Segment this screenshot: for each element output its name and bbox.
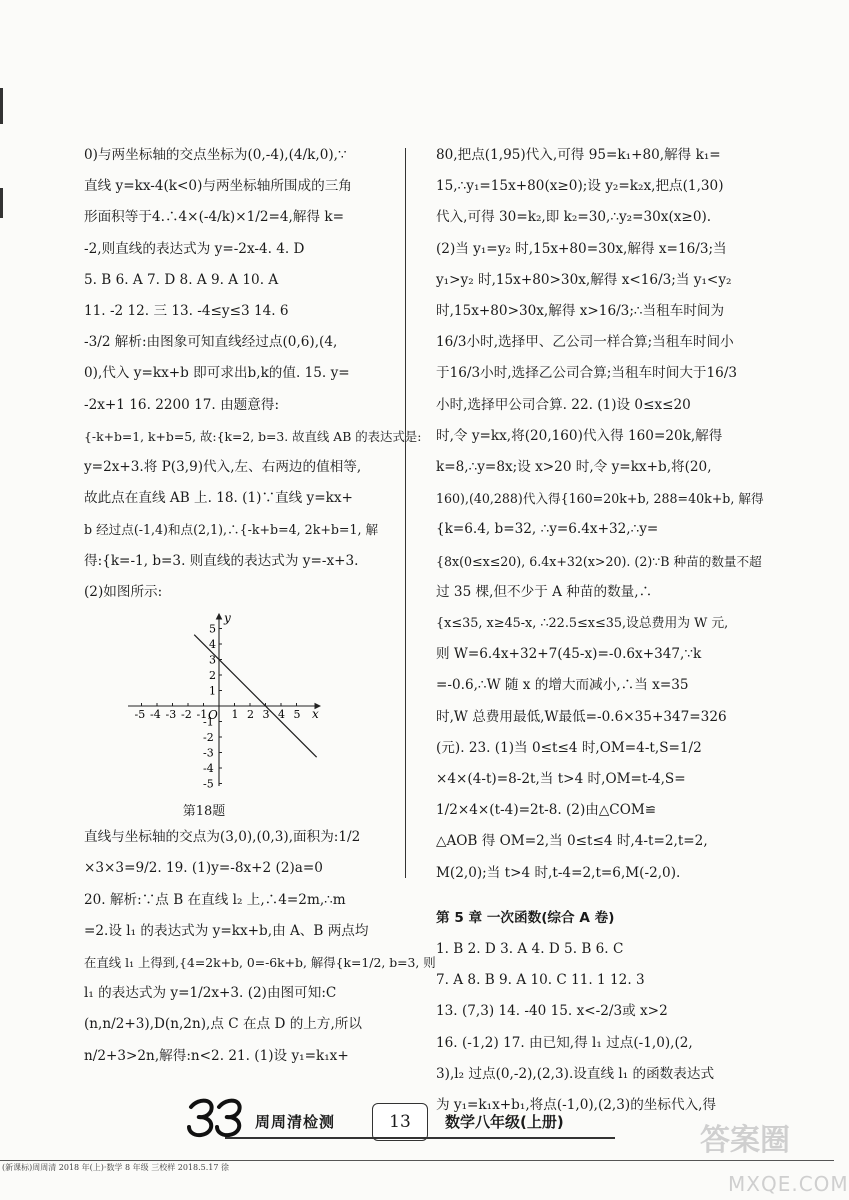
y-tick-label: -4	[203, 762, 214, 776]
section-title: 第 5 章 一次函数(综合 A 卷)	[436, 909, 615, 926]
text-line: 80,把点(1,95)代入,可得 95=k₁+80,解得 k₁=	[436, 147, 721, 163]
text-line: y=2x+3.将 P(3,9)代入,左、右两边的值相等,	[84, 459, 362, 476]
text-line: 20. 解析:∵点 B 在直线 l₂ 上,∴4=2m,∴m	[84, 891, 346, 908]
text-line: k=8,∴y=8x;设 x>20 时,令 y=kx+b,将(20,	[436, 459, 712, 476]
text-line: (元). 23. (1)当 0≤t≤4 时,OM=4-t,S=1/2	[436, 739, 702, 756]
text-line: {-k+b=1, k+b=5, 故:{k=2, b=3. 故直线 AB 的表达式是:	[84, 428, 422, 444]
y-axis-label: y	[224, 611, 231, 626]
text-line: -2x+1 16. 2200 17. 由题意得:	[84, 396, 280, 413]
text-line: 故此点在直线 AB 上. 18. (1)∵直线 y=kx+	[84, 490, 353, 507]
watermark-logo: 答案圈	[700, 1123, 790, 1158]
text-line: 7. A 8. B 9. A 10. C 11. 1 12. 3	[436, 972, 645, 989]
text-line: 代入,可得 30=k₂,即 k₂=30,∴y₂=30x(x≥0).	[436, 209, 712, 226]
y-tick-label: -3	[203, 746, 214, 760]
text-line: 160),(40,288)代入得{160=20k+b, 288=40k+b, 解得	[436, 491, 764, 507]
text-line: M(2,0);当 t>4 时,t-4=2,t=6,M(-2,0).	[436, 864, 681, 881]
text-line: =-0.6,∴W 随 x 的增大而减小,∴当 x=35	[436, 677, 689, 694]
watermark-site: MXQE.COM	[728, 1172, 849, 1196]
text-line: 5. B 6. A 7. D 8. A 9. A 10. A	[84, 271, 279, 288]
text-line: 为 y₁=k₁x+b₁,将点(-1,0),(2,3)的坐标代入,得	[436, 1097, 717, 1114]
text-line: 形面积等于4.∴4×(-4/k)×1/2=4,解得 k=	[84, 209, 344, 226]
text-line: 时,W 总费用最低,W最低=-0.6×35+347=326	[436, 708, 727, 725]
text-line: -3/2 解析:由图象可知直线经过点(0,6),(4,	[84, 334, 338, 351]
scan-edge-mark	[0, 188, 3, 218]
print-info: (新课标)周周清 2018 年(上)·数学 8 年级 三校样 2018.5.17 徐	[2, 1163, 229, 1172]
text-line: 3),l₂ 过点(0,-2),(2,3).设直线 l₁ 的函数表达式	[436, 1065, 715, 1082]
text-line: 直线与坐标轴的交点为(3,0),(0,3),面积为:1/2	[84, 829, 361, 846]
y-tick-label: -1	[203, 715, 214, 729]
text-line: 得:{k=-1, b=3. 则直线的表达式为 y=-x+3.	[84, 552, 359, 569]
page-number: 13	[372, 1103, 428, 1141]
text-line: =2.设 l₁ 的表达式为 y=kx+b,由 A、B 两点均	[84, 922, 369, 939]
text-line: 时,15x+80>30x,解得 x>16/3;∴当租车时间为	[436, 303, 725, 320]
x-tick-label: -5	[134, 708, 146, 722]
y-tick-label: 1	[209, 684, 216, 698]
left-column	[84, 140, 436, 1072]
function-graph	[124, 610, 324, 790]
text-line: 13. (7,3) 14. -40 15. x<-2/3或 x>2	[436, 1003, 668, 1020]
text-line: 16. (-1,2) 17. 由已知,得 l₁ 过点(-1,0),(2,	[436, 1034, 693, 1051]
x-tick-label: 5	[293, 708, 301, 722]
footer-rule	[225, 1137, 615, 1139]
text-line: 1. B 2. D 3. A 4. D 5. B 6. C	[436, 941, 624, 958]
x-tick-label: -1	[196, 708, 208, 722]
x-tick-label: 4	[278, 708, 285, 722]
text-line: ×3×3=9/2. 19. (1)y=-8x+2 (2)a=0	[84, 860, 323, 877]
text-line: 于16/3小时,选择乙公司合算;当租车时间大于16/3	[436, 365, 738, 382]
x-tick-label: 2	[247, 708, 254, 722]
right-column	[436, 140, 764, 1121]
y-tick-label: 3	[209, 653, 216, 667]
x-tick-label: -3	[165, 708, 177, 722]
figure-caption: 第18题	[182, 804, 226, 820]
text-line: 16/3小时,选择甲、乙公司一样合算;当租车时间小	[436, 334, 734, 351]
text-line: 0)与两坐标轴的交点坐标为(0,-4),(4/k,0),∵	[84, 147, 347, 163]
text-line: 15,∴y₁=15x+80(x≥0);设 y₂=k₂x,把点(1,30)	[436, 178, 724, 195]
text-line: -2,则直线的表达式为 y=-2x-4. 4. D	[84, 240, 305, 257]
brand-title: 周周清检测	[255, 1113, 336, 1131]
text-line: 小时,选择甲公司合算. 22. (1)设 0≤x≤20	[436, 396, 691, 413]
y-tick-label: 5	[209, 622, 216, 636]
origin-label: O	[208, 708, 218, 723]
text-line: l₁ 的表达式为 y=1/2x+3. (2)由图可知:C	[84, 985, 337, 1002]
x-axis-label: x	[312, 707, 319, 722]
subject-title: 数学八年级(上册)	[445, 1113, 564, 1131]
y-tick-label: 4	[209, 638, 216, 652]
text-line: {8x(0≤x≤20), 6.4x+32(x>20). (2)∵B 种苗的数量不超	[436, 553, 762, 569]
x-tick-label: -2	[181, 708, 192, 722]
text-line: 在直线 l₁ 上得到,{4=2k+b, 0=-6k+b, 解得{k=1/2, b=3, 则	[84, 955, 436, 971]
x-tick-label: 1	[231, 708, 239, 722]
page-footer	[185, 1093, 615, 1141]
text-line: 过 35 棵,但不少于 A 种苗的数量,∴	[436, 583, 653, 600]
text-line: 直线 y=kx-4(k<0)与两坐标轴所围成的三角	[84, 178, 352, 195]
text-line: (2)当 y₁=y₂ 时,15x+80=30x,解得 x=16/3;当	[436, 240, 727, 257]
text-line: b 经过点(-1,4)和点(2,1),∴{-k+b=4, 2k+b=1, 解	[84, 522, 379, 538]
bottom-rule	[0, 1160, 834, 1161]
y-tick-label: 2	[209, 669, 216, 683]
text-line: {k=6.4, b=32, ∴y=6.4x+32,∴y=	[436, 521, 659, 538]
logo-icon	[185, 1093, 255, 1141]
text-line: 1/2×4×(t-4)=2t-8. (2)由△COM≌	[436, 802, 657, 819]
column-divider	[405, 148, 406, 878]
x-tick-label: -4	[150, 708, 161, 722]
y-tick-label: -5	[203, 777, 214, 791]
text-line: n/2+3>2n,解得:n<2. 21. (1)设 y₁=k₁x+	[84, 1047, 349, 1064]
text-line: 0),代入 y=kx+b 即可求出b,k的值. 15. y=	[84, 365, 350, 382]
text-line: 11. -2 12. 三 13. -4≤y≤3 14. 6	[84, 303, 289, 320]
text-line: (n,n/2+3),D(n,2n),点 C 在点 D 的上方,所以	[84, 1016, 362, 1033]
text-line: ×4×(4-t)=8-2t,当 t>4 时,OM=t-4,S=	[436, 771, 686, 788]
scan-edge-mark	[0, 88, 3, 124]
text-line: (2)如图所示:	[84, 583, 163, 600]
text-line: 时,令 y=kx,将(20,160)代入得 160=20k,解得	[436, 427, 723, 444]
x-tick-label: 3	[262, 708, 270, 722]
text-line: y₁>y₂ 时,15x+80>30x,解得 x<16/3;当 y₁<y₂	[436, 271, 732, 288]
text-line: {x≤35, x≥45-x, ∴22.5≤x≤35,设总费用为 W 元,	[436, 616, 729, 632]
text-line: 则 W=6.4x+32+7(45-x)=-0.6x+347,∵k	[436, 646, 702, 663]
text-line: △AOB 得 OM=2,当 0≤t≤4 时,4-t=2,t=2,	[436, 833, 708, 850]
y-tick-label: -2	[203, 731, 214, 745]
